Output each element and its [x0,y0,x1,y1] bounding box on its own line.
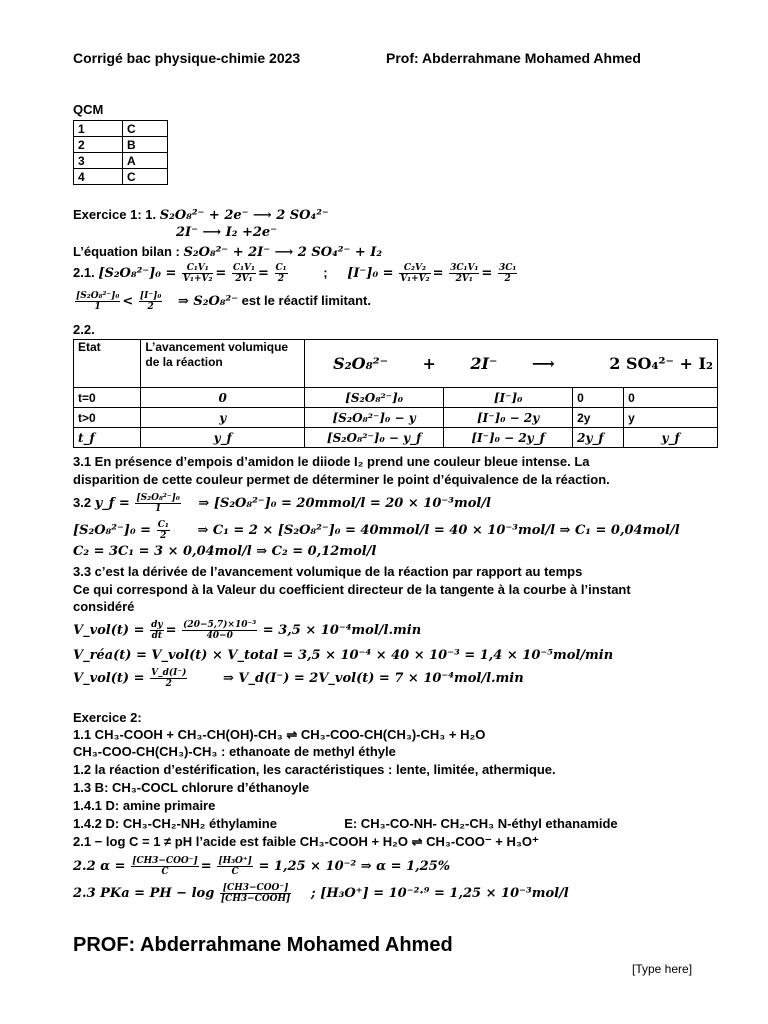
table-row: t=0 0 [S₂O₈²⁻]₀ [I⁻]₀ 0 0 [74,388,718,408]
ex2-l23: 2.3 PKa = PH − log $\frac{\text{[CH3−COO⁻]}}{\text{[CH3−COOH]}}$ ; [H₃O⁺] = 10⁻²·⁹ = 1,25 × 10⁻³mol/l [73,883,569,904]
ex2-l12: 1.2 la réaction d’estérification, les caractéristiques : lente, limitée, athermique. [73,762,556,777]
q33-line1: 3.3 c’est la dérivée de l’avancement volumique de la réaction par rapport au temps [73,564,583,579]
ex1-limiting: $\frac{\text{[S₂O₈²⁻]₀}}{1}$ < $\frac{\text{[I⁻]₀}}{2}$ ⇒ S₂O₈²⁻ est le réactif limitant. [76,291,371,312]
footer-author: PROF: Abderrahmane Mohamed Ahmed [73,934,453,956]
q33-line2: Ce qui correspond à la Valeur du coefficient directeur de la tangente à la courbe à l’instant [73,582,631,597]
ex2-l21: 2.1 − log C = 1 ≠ pH l’acide est faible CH₃-COOH + H₂O ⇌ CH₃-COO⁻ + H₃O⁺ [73,834,539,849]
ex2-title: Exercice 2: [73,710,142,725]
ex2-l22: 2.2 α = $\frac{\text{[CH3−COO⁻]}}{C}$ = $\frac{\text{[H₃O⁺]}}{C}$ = 1,25 × 10⁻² ⇒ α = 1,25% [73,856,451,877]
ex1-q21: 2.1. [S₂O₈²⁻]₀ = $\frac{\text{C₁V₁}}{\text{V₁+V₂}}$ = $\frac{\text{C₁V₁}}{\text{2V₁}}$ = $\frac{\text{C₁}}{2}$ ; [I⁻]₀ = $\frac{\text{C₂V₂}}{\text{V₁+V₂}}$ = $\frac{\text{3C₁V₁}}{\text{2V₁}}$ = $\frac{\text{3C₁}}{2}$ [73,263,517,284]
q31-line1: 3.1 En présence d’empois d’amidon le diiode I₂ prend une couleur bleue intense. La [73,454,590,469]
table-row: 2 B [74,137,168,153]
ex1-bilan: L’équation bilan : S₂O₈²⁻ + 2I⁻ ⟶ 2 SO₄²⁻ + I₂ [73,244,383,260]
ex2-l11b: CH₃-COO-CH(CH₃)-CH₃ : ethanoate de methyl éthyle [73,744,396,759]
q32-line2: [S₂O₈²⁻]₀ = $\frac{\text{C₁}}{2}$ ⇒ C₁ = 2 × [S₂O₈²⁻]₀ = 40mmol/l = 40 × 10⁻³mol/l ⇒ C₁ = 0,04mol/l [73,520,680,541]
q32-line3: C₂ = 3C₁ = 3 × 0,04mol/l ⇒ C₂ = 0,12mol/l [73,544,377,559]
ex1-title-line: Exercice 1: 1. S₂O₈²⁻ + 2e⁻ ⟶ 2 SO₄²⁻ [73,207,329,223]
table-row: Etat L’avancement volumique de la réaction S₂O₈²⁻ + 2I⁻ ⟶ 2 SO₄²⁻ + I₂ [74,340,718,388]
vrea-formula: V_réa(t) = V_vol(t) × V_total = 3,5 × 10⁻⁴ × 40 × 10⁻³ = 1,4 × 10⁻⁵mol/min [73,648,614,663]
type-here-placeholder[interactable]: [Type here] [632,962,693,976]
vvol-formula: V_vol(t) = $\frac{dy}{dt}$ = $\frac{\text{(20−5,7)×10⁻³}}{40-0}$ = 3,5 × 10⁻⁴mol/l.min [73,620,422,641]
ex2-l141: 1.4.1 D: amine primaire [73,798,216,813]
q32-line1: 3.2 y_f = $\frac{\text{[S₂O₈²⁻]₀}}{1}$ ⇒ [S₂O₈²⁻]₀ = 20mmol/l = 20 × 10⁻³mol/l [73,493,491,514]
ex1-q22: 2.2. [73,322,95,337]
ex2-l142: 1.4.2 D: CH₃-CH₂-NH₂ éthylamine E: CH₃-CO-NH- CH₂-CH₃ N-éthyl ethanamide [73,816,618,831]
table-row: t_f y_f [S₂O₈²⁻]₀ − y_f [I⁻]₀ − 2y_f 2y_f y_f [74,428,718,448]
vd-formula: V_vol(t) = $\frac{V\_d(I^-)}{2}$ ⇒ V_d(I⁻) = 2V_vol(t) = 7 × 10⁻⁴mol/l.min [73,668,524,689]
qcm-heading: QCM [73,102,104,117]
document-title: Corrigé bac physique-chimie 2023 [73,50,301,66]
table-row: 1 C [74,121,168,137]
table-row: 3 A [74,153,168,169]
table-row: 4 C [74,169,168,185]
q31-line2: disparition de cette couleur permet de déterminer le point d’équivalence de la réaction. [73,472,610,487]
ex2-l11: 1.1 CH₃-COOH + CH₃-CH(OH)-CH₃ ⇌ CH₃-COO-CH(CH₃)-CH₃ + H₂O [73,727,486,742]
author-header: Prof: Abderrahmane Mohamed Ahmed [386,50,641,66]
qcm-table [73,120,168,185]
q33-line3: considéré [73,599,135,614]
ex2-l13: 1.3 B: CH₃-COCL chlorure d’éthanoyle [73,780,310,795]
ex1-eq2: 2I⁻ ⟶ I₂ +2e⁻ [176,225,278,240]
reaction-table [73,339,718,448]
table-row: t>0 y [S₂O₈²⁻]₀ − y [I⁻]₀ − 2y 2y y [74,408,718,428]
